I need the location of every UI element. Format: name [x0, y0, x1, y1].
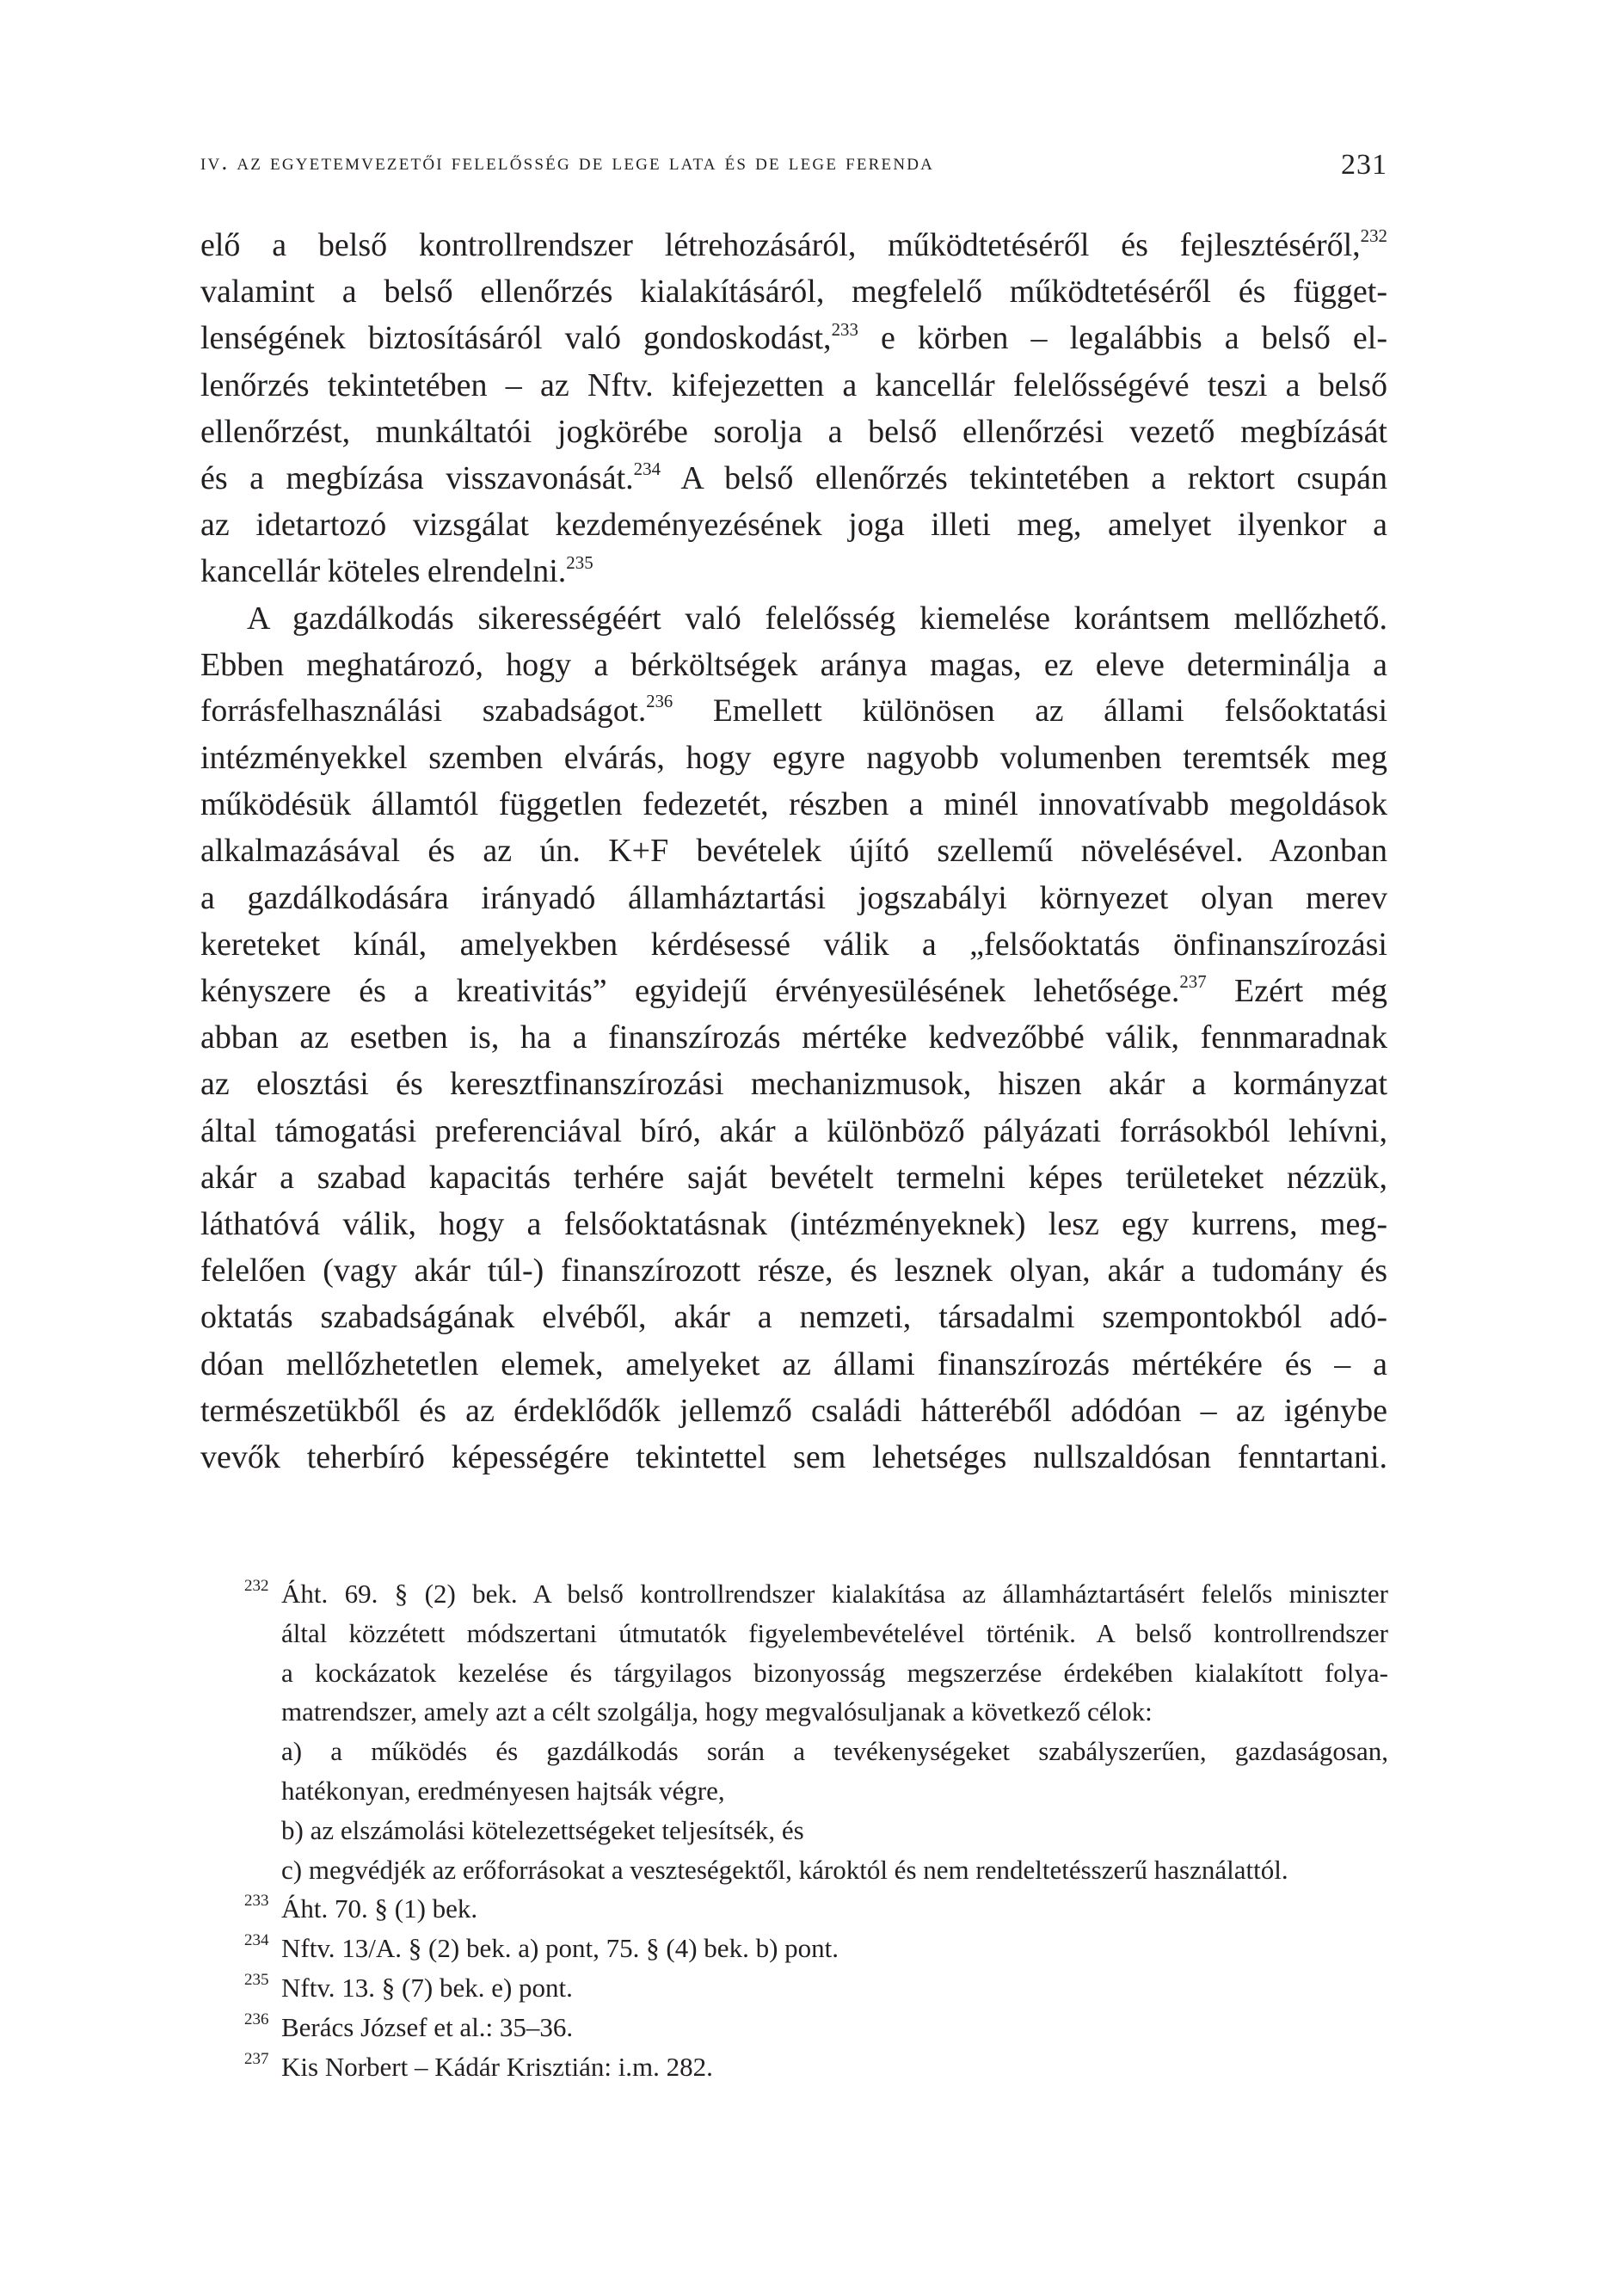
footnote-236 [244, 2008, 1388, 2047]
text-line: kereteket kínál, amelyekben kérdésessé válik a „felsőoktatás önfinanszírozási [200, 926, 1387, 963]
footnote-line: által közzétett módszertani útmutatók figyelembevételével történik. A belső kontrollrendszer [281, 1617, 1388, 1648]
text-line: dóan mellőzhetetlen elemek, amelyeket az állami finanszírozás mértékére és – a [200, 1345, 1387, 1382]
line-text: forrásfelhasználási szabadságot. [200, 692, 647, 729]
footnote-line: a kockázatok kezelése és tárgyilagos bizonyosság megszerzése érdekében kialakított folya- [281, 1657, 1388, 1688]
footnote-ref-233[interactable]: 233 [831, 318, 858, 340]
line-text: A belső ellenőrzés tekintetében a rektort csupán [661, 459, 1387, 496]
footnote-line: a) a működés és gazdálkodás során a tevékenységeket szabályszerűen, gazdaságosan, [281, 1736, 1388, 1767]
footnote-number: 236 [244, 2010, 269, 2028]
footnote-number: 232 [244, 1577, 269, 1595]
text-line [200, 222, 1387, 268]
line-text: lenségének biztosításáról való gondoskodást, [200, 320, 832, 357]
line-text: e körben – legalábbis a belső el- [858, 320, 1387, 357]
text-line: akár a szabad kapacitás terhére saját bevételt termelni képes területeket nézzük, [200, 1159, 1387, 1196]
page-number: 231 [1341, 149, 1387, 181]
text-line: természetükből és az érdeklődők jellemző családi hátteréből adódóan – az igénybe [200, 1392, 1387, 1429]
line-text: kényszere és a kreativitás” egyidejű érvényesülésének lehetősége. [200, 973, 1180, 1009]
footnote-ref-237[interactable]: 237 [1179, 971, 1207, 993]
text-line: a gazdálkodására irányadó államháztartási jogszabályi környezet olyan merev [200, 879, 1387, 916]
text-line: felelően (vagy akár túl-) finanszírozott része, és lesznek olyan, akár a tudomány és [200, 1253, 1387, 1290]
footnote-ref-234[interactable]: 234 [633, 459, 661, 480]
line-text: kancellár köteles elrendelni. [200, 553, 567, 590]
footnote-line [244, 2047, 1388, 2087]
footnote-ref-232[interactable]: 232 [1360, 225, 1387, 247]
text-line: ellenőrzést, munkáltatói jogkörébe sorolja a belső ellenőrzési vezető megbízását [200, 413, 1387, 450]
text-line [200, 548, 1387, 594]
text-line: alkalmazásával és az ún. K+F bevételek újító szellemű növelésével. Azonban [200, 833, 1387, 870]
line-text: elő a belső kontrollrendszer létrehozásáról, működtetéséről és fejlesztéséről, [200, 227, 1361, 263]
text-line: lenőrzés tekintetében – az Nftv. kifejezetten a kancellár felelősségévé teszi a belső [200, 366, 1387, 403]
text-line [200, 315, 1387, 361]
footnote-number: 233 [244, 1892, 269, 1911]
text-line: oktatás szabadságának elvéből, akár a nemzeti, társadalmi szempontokból adó- [200, 1299, 1387, 1336]
footnote-line: hatékonyan, eredményesen hajtsák végre, [281, 1775, 725, 1806]
footnote-234 [244, 1929, 1388, 1968]
footnote-237 [244, 2047, 1388, 2087]
text-line: intézményekkel szemben elvárás, hogy egyre nagyobb volumenben teremtsék meg [200, 740, 1387, 777]
footnote-line [244, 1929, 1388, 1968]
text-line: Ebben meghatározó, hogy a bérköltségek aránya magas, ez eleve determinálja a [200, 646, 1387, 683]
footnote-line [244, 1968, 1388, 2008]
footnote-233 [244, 1889, 1388, 1929]
text-line: láthatóvá válik, hogy a felsőoktatásnak (intézményeknek) lesz egy kurrens, meg- [200, 1205, 1387, 1242]
text-line: működésük államtól független fedezetét, részben a minél innovatívabb megoldások [200, 786, 1387, 823]
footnote-text: Kis Norbert – Kádár Krisztián: i.m. 282. [281, 2051, 713, 2082]
text-line: az idetartozó vizsgálat kezdeményezésének joga illeti meg, amelyet ilyenkor a [200, 507, 1387, 544]
text-line [200, 968, 1387, 1014]
footnote-text: Nftv. 13/A. § (2) bek. a) pont, 75. § (4) bek. b) pont. [281, 1933, 839, 1964]
footnote-ref-236[interactable]: 236 [646, 692, 673, 712]
paragraph-1 [200, 222, 1387, 595]
chapter-title: iv. az egyetemvezetői felelősség de lege lata és de lege ferenda [200, 149, 935, 175]
footnotes [244, 1574, 1388, 2086]
footnote-232 [244, 1574, 1388, 1889]
text-line: A gazdálkodás sikerességéért való felelősség kiemelése korántsem mellőzhető. [247, 600, 1387, 637]
footnote-line: b) az elszámolási kötelezettségeket teljesítsék, és [281, 1814, 804, 1845]
line-text: és a megbízása visszavonását. [200, 459, 634, 496]
footnote-number: 234 [244, 1931, 269, 1950]
footnote-line: matrendszer, amely azt a célt szolgálja, hogy megvalósuljanak a következő célok: [281, 1696, 1153, 1727]
footnote-line [244, 1574, 1388, 1614]
footnote-line: c) megvédjék az erőforrásokat a veszteségektől, károktól és nem rendeltetésszerű használattól. [281, 1854, 1288, 1885]
text-line: az elosztási és keresztfinanszírozási mechanizmusok, hiszen akár a kormányzat [200, 1066, 1387, 1103]
text-line: által támogatási preferenciával bíró, akár a különböző pályázati forrásokból lehívni, [200, 1112, 1387, 1149]
footnote-number: 237 [244, 2049, 269, 2068]
text-line: abban az esetben is, ha a finanszírozás mértéke kedvezőbbé válik, fennmaradnak [200, 1019, 1387, 1056]
footnote-number: 235 [244, 1970, 269, 1989]
text-line [200, 688, 1387, 735]
footnote-text: Nftv. 13. § (7) bek. e) pont. [281, 1972, 573, 2003]
footnote-text: Berács József et al.: 35–36. [281, 2011, 574, 2042]
body-text [200, 222, 1387, 1480]
text-line [200, 455, 1387, 502]
line-text: Ezért még [1206, 973, 1387, 1009]
footnote-text: Áht. 70. § (1) bek. [281, 1893, 478, 1924]
footnote-text: Áht. 69. § (2) bek. A belső kontrollrendszer kialakítása az államháztartásért felelős miniszter [281, 1579, 1388, 1609]
line-text: Emellett különösen az állami felsőoktatási [673, 692, 1387, 729]
paragraph-2 [200, 595, 1387, 1481]
footnote-line [244, 2008, 1388, 2047]
text-line: valamint a belső ellenőrzés kialakításáról, megfelelő működtetéséről és függet- [200, 274, 1387, 311]
footnote-ref-235[interactable]: 235 [566, 551, 593, 573]
text-line: vevők teherbíró képességére tekintettel sem lehetséges nullszaldósan fenntartani. [200, 1438, 1387, 1475]
footnote-235 [244, 1968, 1388, 2008]
footnote-line [244, 1889, 1388, 1929]
running-head [200, 145, 1387, 179]
